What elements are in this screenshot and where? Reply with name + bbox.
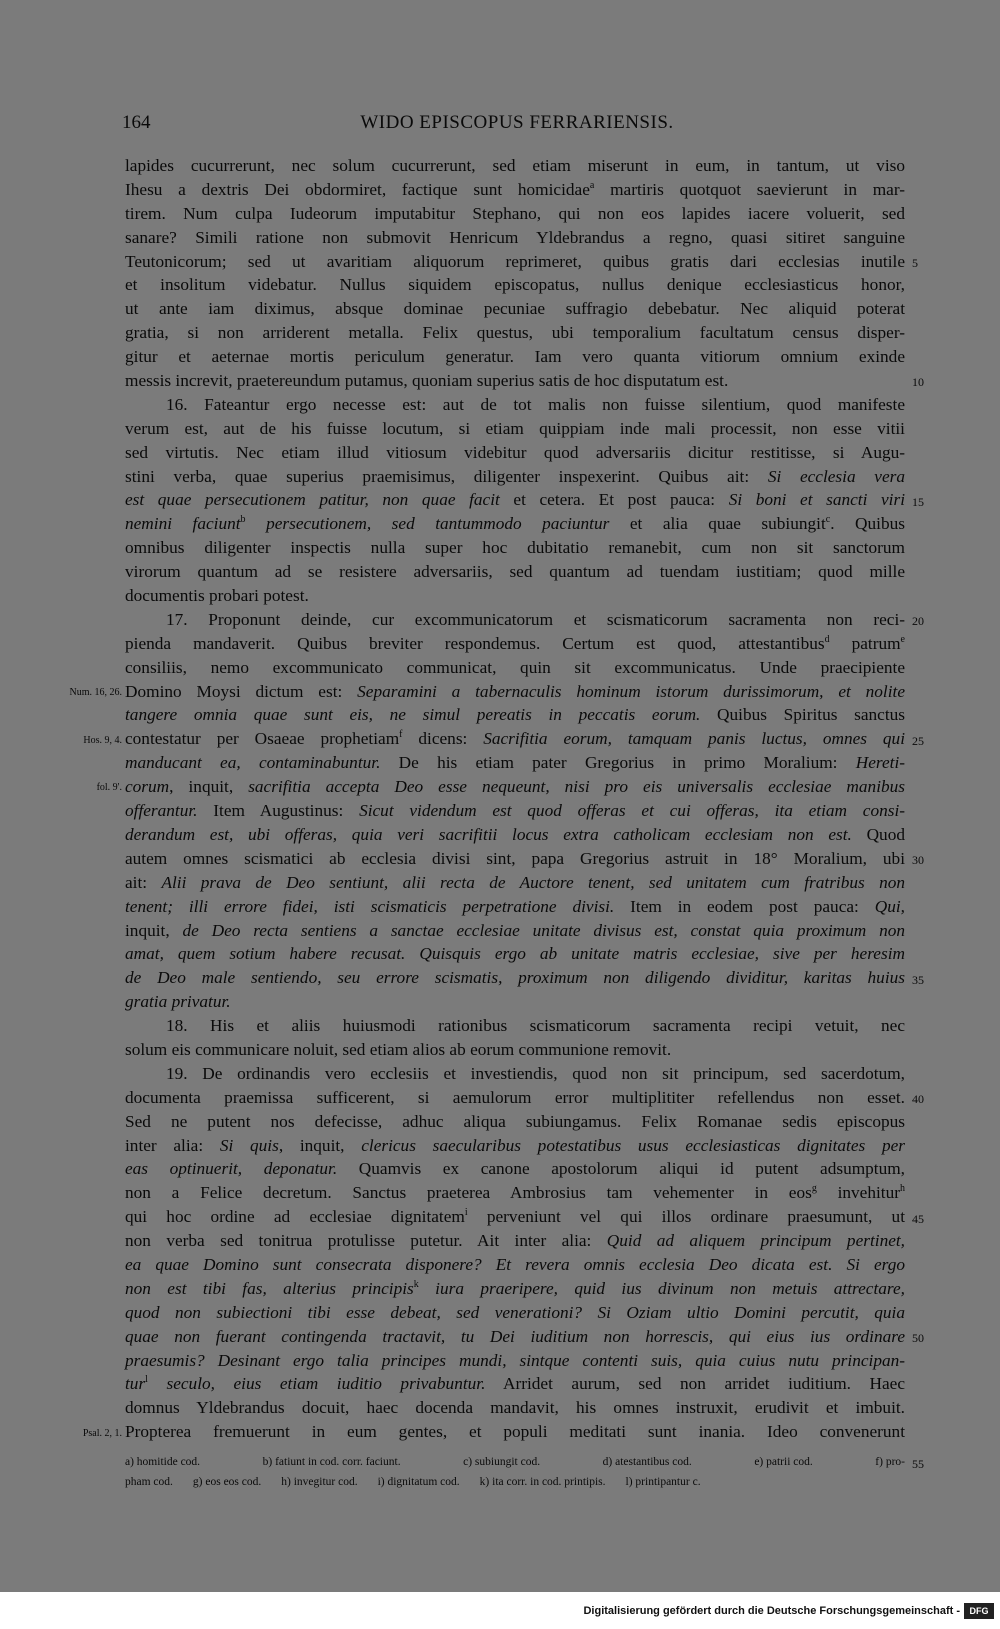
margin-reference: Psal. 2, 1.: [82, 1427, 122, 1439]
text-line: eas optinuerit, deponatur. Quamvis ex canone apostolorum aliqui id putent adsumptum,: [125, 1159, 905, 1179]
footnote: b) fatiunt in cod. corr. faciunt.: [262, 1456, 401, 1468]
text-line: 18. His et aliis huiusmodi rationibus scismaticorum sacramenta recipi vetuit, nec: [166, 1016, 905, 1036]
line-number: 55: [912, 1457, 924, 1471]
text-line: 19. De ordinandis vero ecclesiis et investiendis, quod non sit principum, sed sacerdotum,: [166, 1063, 905, 1083]
page-number: 164: [122, 112, 151, 133]
text-line: Domino Moysi dictum est: Separamini a tabernaculis hominum istorum durissimorum, et nolite: [125, 681, 905, 701]
text-line: amat, quem sotium habere recusat. Quisquis ergo ab unitate matris ecclesiae, sive per heresim: [125, 944, 905, 964]
text-line: messis increvit, praetereundum putamus, quoniam superius satis de hoc disputatum est.: [125, 371, 729, 391]
page-title: WIDO EPISCOPUS FERRARIENSIS.: [360, 112, 674, 133]
footnote: e) patrii cod.: [754, 1456, 813, 1468]
footnote: h) invegitur cod.: [281, 1476, 358, 1488]
footnote-line-1: [125, 1452, 924, 1472]
text-line: stini verba, quae superius praemisimus, diligenter inspexerint. Quibus ait: Si ecclesia vera: [125, 466, 905, 486]
text-line: qui hoc ordine ad ecclesiae dignitatem$^i$ perveniunt vel qui illos ordinare praesumunt, ut: [125, 1207, 905, 1227]
text-line: contestatur per Osaeae prophetiam$^f$ dicens: Sacrifitia eorum, tamquam panis luctus, omnes qui: [125, 729, 905, 749]
text-line: pienda mandaverit. Quibus breviter respondemus. Certum est quod, attestantibus$^d$ patrum$^e$: [125, 633, 905, 653]
text-line: gitur et aeternae mortis periculum generatur. Iam vero quanta vitiorum omnium exinde: [125, 347, 905, 367]
text-line: virorum quantum ad se resistere adversariis, sed quantum ad tuendam iustitiam; quod mille: [125, 562, 905, 582]
margin-reference: Hos. 9, 4.: [83, 734, 122, 746]
footnotes: [125, 1452, 924, 1492]
footnote: f) pro-: [875, 1456, 905, 1468]
text-line: 16. Fateantur ergo necesse est: aut de tot malis non fuisse silentium, quod manifeste: [166, 394, 905, 414]
footnote: d) atestantibus cod.: [602, 1456, 692, 1468]
text-line: inter alia: Si quis, inquit, clericus saecularibus potestatibus usus ecclesiasticas dignitates per: [125, 1135, 906, 1155]
text-line: non est tibi fas, alterius principis$^k$ iura praeripere, quid ius divinum non metuis attrectare,: [125, 1278, 905, 1298]
text-line: derandum est, ubi offeras, quia veri sacrifitii locus extra catholicam ecclesiam non est. Quod: [125, 824, 905, 844]
line-number: 30: [912, 853, 924, 868]
text-line: Teutonicorum; sed ut avaritiam aliquorum reprimeret, quibus gratis dari ecclesias inutile: [125, 251, 905, 271]
text-line: non verba sed tonitrua protulisse putetur. Ait inter alia: Quid ad aliquem principum pertinet,: [125, 1231, 905, 1251]
text-line: consiliis, nemo excommunicato communicat, quin sit excommunicatus. Unde praecipiente: [125, 657, 905, 677]
text-line: praesumis? Desinant ergo talia principes mundi, sintque contenti suis, quia cuius nutu principan-: [125, 1350, 905, 1370]
footnote: l) printipantur c.: [625, 1476, 701, 1488]
line-number: 20: [912, 614, 924, 629]
text-line: inquit, de Deo recta sentiens a sanctae ecclesiae unitate divisus est, constat quia proximum non: [125, 920, 905, 940]
line-number: 10: [912, 375, 924, 390]
text-line: offerantur. Item Augustinus: Sicut videndum est quod offeras et cui offeras, ita etiam consi-: [125, 801, 906, 821]
footnote: k) ita corr. in cod. printipis.: [479, 1476, 606, 1488]
text-line: verum est, aut de his fuisse locutum, si etiam quippiam inde mali processit, non esse vitii: [125, 418, 905, 438]
footnote: i) dignitatum cod.: [377, 1476, 460, 1488]
text-line: domnus Yldebrandus docuit, haec docenda mandavit, his omnes instruxit, erudivit et imbuit.: [125, 1398, 905, 1418]
text-line: tur$^l$ seculo, eius etiam iuditio privabuntur. Arridet aurum, sed non arridet iuditium. Haec: [125, 1374, 905, 1394]
credit-text: Digitalisierung gefördert durch die Deutsche Forschungsgemeinschaft -: [583, 1605, 960, 1617]
margin-reference: fol. 9'.: [96, 782, 122, 794]
text-line: tirem. Num culpa Iudeorum imputabitur Stephano, qui non eos lapides iacere voluerit, sed: [125, 203, 905, 223]
line-number: 45: [912, 1211, 924, 1226]
text-line: lapides cucurrerunt, nec solum cucurrerunt, sed etiam miserunt in eum, in tantum, ut viso: [125, 156, 905, 175]
text-line: sanare? Simili ratione non submovit Henricum Yldebrandus a regno, quasi sitiret sanguine: [125, 227, 905, 247]
text-line: non a Felice decretum. Sanctus praeterea Ambrosius tam vehementer in eos$^g$ invehitur$^h$: [125, 1183, 905, 1203]
line-number: 50: [912, 1331, 924, 1346]
text-line: documentis probari potest.: [125, 586, 309, 606]
text-line: et insolitum videbatur. Nullus siquidem episcopatus, nullus denique ecclesiasticus honor,: [125, 275, 905, 295]
text-line: gratia, si non arriderent metalla. Felix questus, ubi temporalium facultatum census disper-: [125, 323, 905, 343]
text-line: quae non fuerant contingenda tractavit, tu Dei iuditium non horrescis, qui eius ius ordinare: [125, 1326, 905, 1346]
text-line: gratia privatur.: [125, 992, 231, 1012]
text-line: tenent; illi errore fidei, isti scismaticis perpetratione divisi. Item in eodem post pauca: Qui,: [125, 896, 905, 916]
line-number: 5: [912, 255, 918, 270]
footnote: a) homitide cod.: [125, 1456, 201, 1468]
text-line: sed virtutis. Nec etiam illud vitiosum videbitur quod adversariis dicitur restitisse, si Augu-: [125, 442, 905, 462]
text-line: ait: Alii prava de Deo sentiunt, alii recta de Auctore tenent, sed unitatem cum fratribus non: [125, 872, 905, 892]
text-line: solum eis communicare noluit, sed etiam alios ab eorum communione removit.: [125, 1039, 672, 1059]
line-number: 15: [912, 494, 924, 509]
running-head: [122, 112, 912, 138]
text-line: manducant ea, contaminabuntur. De his etiam pater Gregorius in primo Moralium: Hereti-: [125, 753, 905, 773]
text-line: quod non subiectioni tibi esse debeat, sed venerationi? Si Oziam ultio Domini percutit, quia: [125, 1302, 905, 1322]
line-number: 25: [912, 733, 924, 748]
text-line: 17. Proponunt deinde, cur excommunicatorum et scismaticorum sacramenta non reci-: [166, 609, 905, 629]
text-line: documenta praemissa sufficerent, si aemulorum error multiplititer refellendus non esset.: [125, 1087, 905, 1107]
footnote: pham cod.: [125, 1476, 173, 1488]
dfg-logo: DFG: [964, 1603, 994, 1619]
line-number: 40: [912, 1092, 924, 1107]
text-line: Sed ne putent nos defecisse, adhuc aliqua subiungamus. Felix Romanae sedis episcopus: [125, 1111, 905, 1131]
text-line: autem omnes scismatici ab ecclesia divisi sint, papa Gregorius astruit in 18° Moralium, ubi: [125, 848, 905, 868]
text-line: omnibus diligenter inspectis nulla super hoc dubitatio remanebit, cum non sit sanctorum: [125, 538, 905, 558]
footnote-line-2: [125, 1472, 905, 1492]
credit-bar: [0, 1592, 1000, 1629]
text-line: de Deo male sentiendo, seu errore scismatis, proximum non diligendo dividitur, karitas huius: [125, 968, 905, 988]
text-line: Ihesu a dextris Dei obdormiret, factique sunt homicidae$^a$ martiris quotquot saevierunt in mar-: [125, 179, 905, 199]
text-line: ea quae Domino sunt consecrata disponere? Et revera omnis ecclesia Deo dicata est. Si ergo: [125, 1254, 905, 1274]
text-line: Propterea fremuerunt in eum gentes, et populi meditati sunt inania. Ideo convenerunt: [125, 1422, 905, 1442]
margin-reference: Num. 16, 26.: [69, 686, 122, 698]
text-line: ut ante iam diximus, absque dominae pecuniae suffragio debebatur. Nec aliquid poterat: [125, 299, 905, 319]
text-line: est quae persecutionem patitur, non quae facit et cetera. Et post pauca: Si boni et sancti viri: [125, 490, 905, 510]
text-line: corum, inquit, sacrifitia accepta Deo esse nequeunt, nisi pro eis universalis ecclesiae manibus: [125, 777, 906, 797]
footnote: c) subiungit cod.: [463, 1456, 541, 1468]
text-line: nemini faciunt$^b$ persecutionem, sed tantummodo paciuntur et alia quae subiungit$^c$. Quibus: [125, 514, 905, 534]
text-line: tangere omnia quae sunt eis, ne simul pereatis in peccatis eorum. Quibus Spiritus sanctus: [125, 705, 905, 725]
body-text: [125, 154, 905, 1444]
line-number: 35: [912, 972, 924, 987]
footnote: g) eos eos cod.: [192, 1476, 262, 1488]
